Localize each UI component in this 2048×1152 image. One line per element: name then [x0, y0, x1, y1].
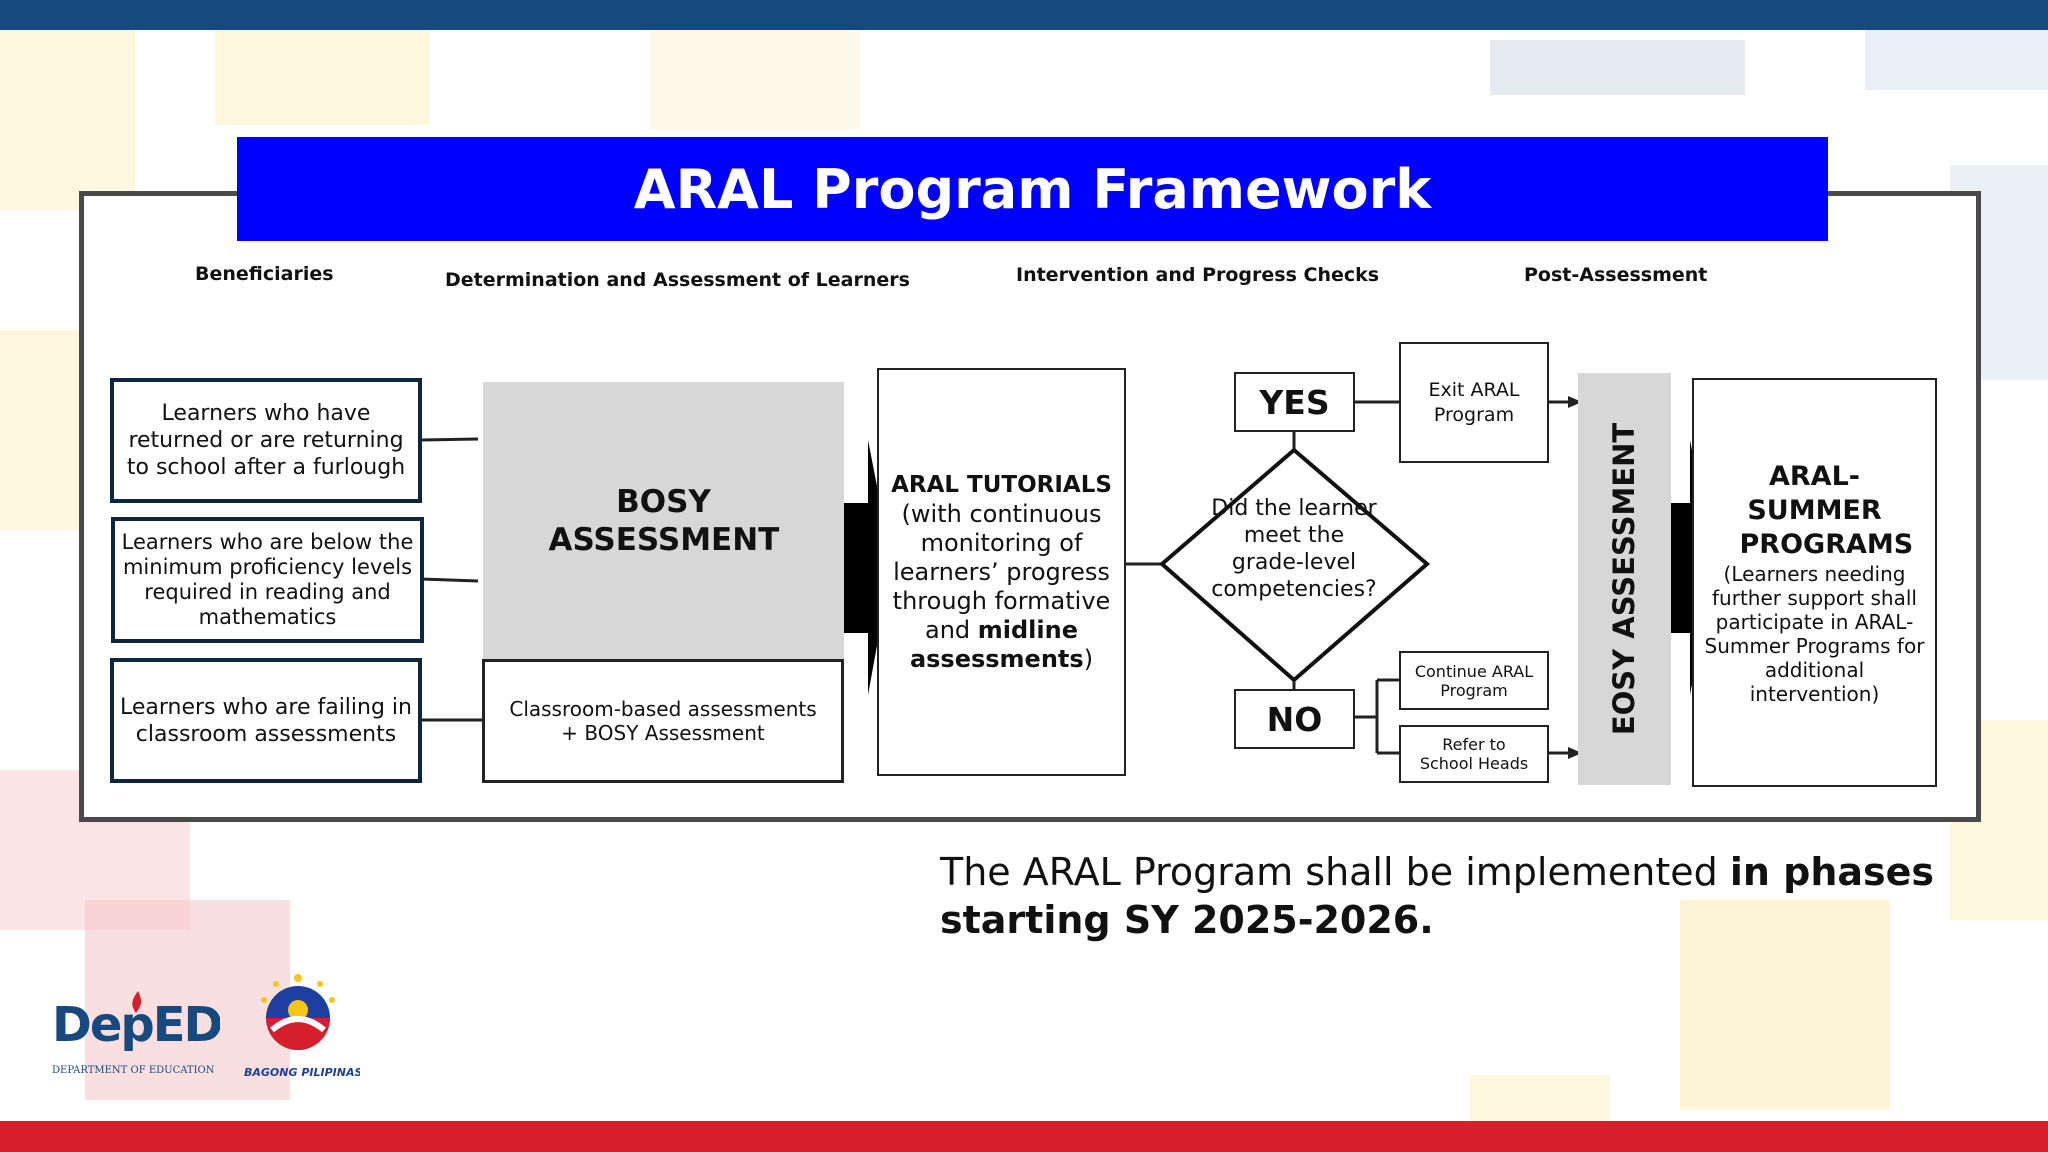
aral-tutorials-title: ARAL TUTORIALS — [891, 471, 1112, 498]
header-intervention: Intervention and Progress Checks — [1016, 264, 1380, 286]
bosy-label: BOSY ASSESSMENT — [548, 484, 780, 558]
beneficiary-furlough: Learners who have returned or are returning to school after a furlough — [110, 378, 422, 503]
aral-tutorials — [877, 368, 1126, 776]
beneficiary-below-proficiency: Learners who are below the minimum proficiency levels required in reading and mathematics — [111, 517, 424, 643]
continue-aral-program: Continue ARAL Program — [1399, 651, 1549, 710]
deped-logo — [50, 985, 220, 1079]
aral-summer-programs — [1692, 378, 1937, 787]
eosy-assessment — [1578, 373, 1671, 785]
svg-text:DEPARTMENT OF EDUCATION: DEPARTMENT OF EDUCATION — [52, 1065, 215, 1075]
bosy-classroom-assessments: Classroom-based assessments + BOSY Assessment — [482, 659, 844, 783]
implementation-caption: The ARAL Program shall be implemented in phases starting SY 2025-2026. — [940, 850, 1935, 942]
no-label: NO — [1234, 689, 1355, 749]
refer-to-school-heads: Refer to School Heads — [1399, 725, 1549, 783]
svg-text:DepED: DepED — [52, 997, 220, 1053]
yes-label: YES — [1234, 372, 1355, 432]
slide-title: ARAL Program Framework — [237, 137, 1828, 241]
eosy-label: EOSY ASSESSMENT — [1607, 422, 1642, 736]
bagong-pilipinas-logo — [240, 970, 360, 1086]
beneficiary-failing: Learners who are failing in classroom assessments — [110, 658, 422, 783]
summer-body: (Learners needing further support shall participate in ARAL-Summer Programs for additional intervention) — [1704, 561, 1925, 706]
header-determination: Determination and Assessment of Learners — [445, 269, 910, 291]
summer-title: ARAL-SUMMER PROGRAMS — [1739, 460, 1914, 560]
bosy-assessment — [483, 382, 844, 660]
header-beneficiaries: Beneficiaries — [195, 263, 334, 285]
header-post-assessment: Post-Assessment — [1524, 264, 1708, 286]
decision-question: Did the learner meet the grade-level competencies? — [1211, 496, 1377, 602]
svg-text:BAGONG PILIPINAS: BAGONG PILIPINAS — [244, 1066, 360, 1079]
exit-aral-program: Exit ARAL Program — [1399, 342, 1549, 463]
aral-tutorials-body: (with continuous monitoring of learners’ progress through formative and midline assessments) — [892, 499, 1111, 673]
